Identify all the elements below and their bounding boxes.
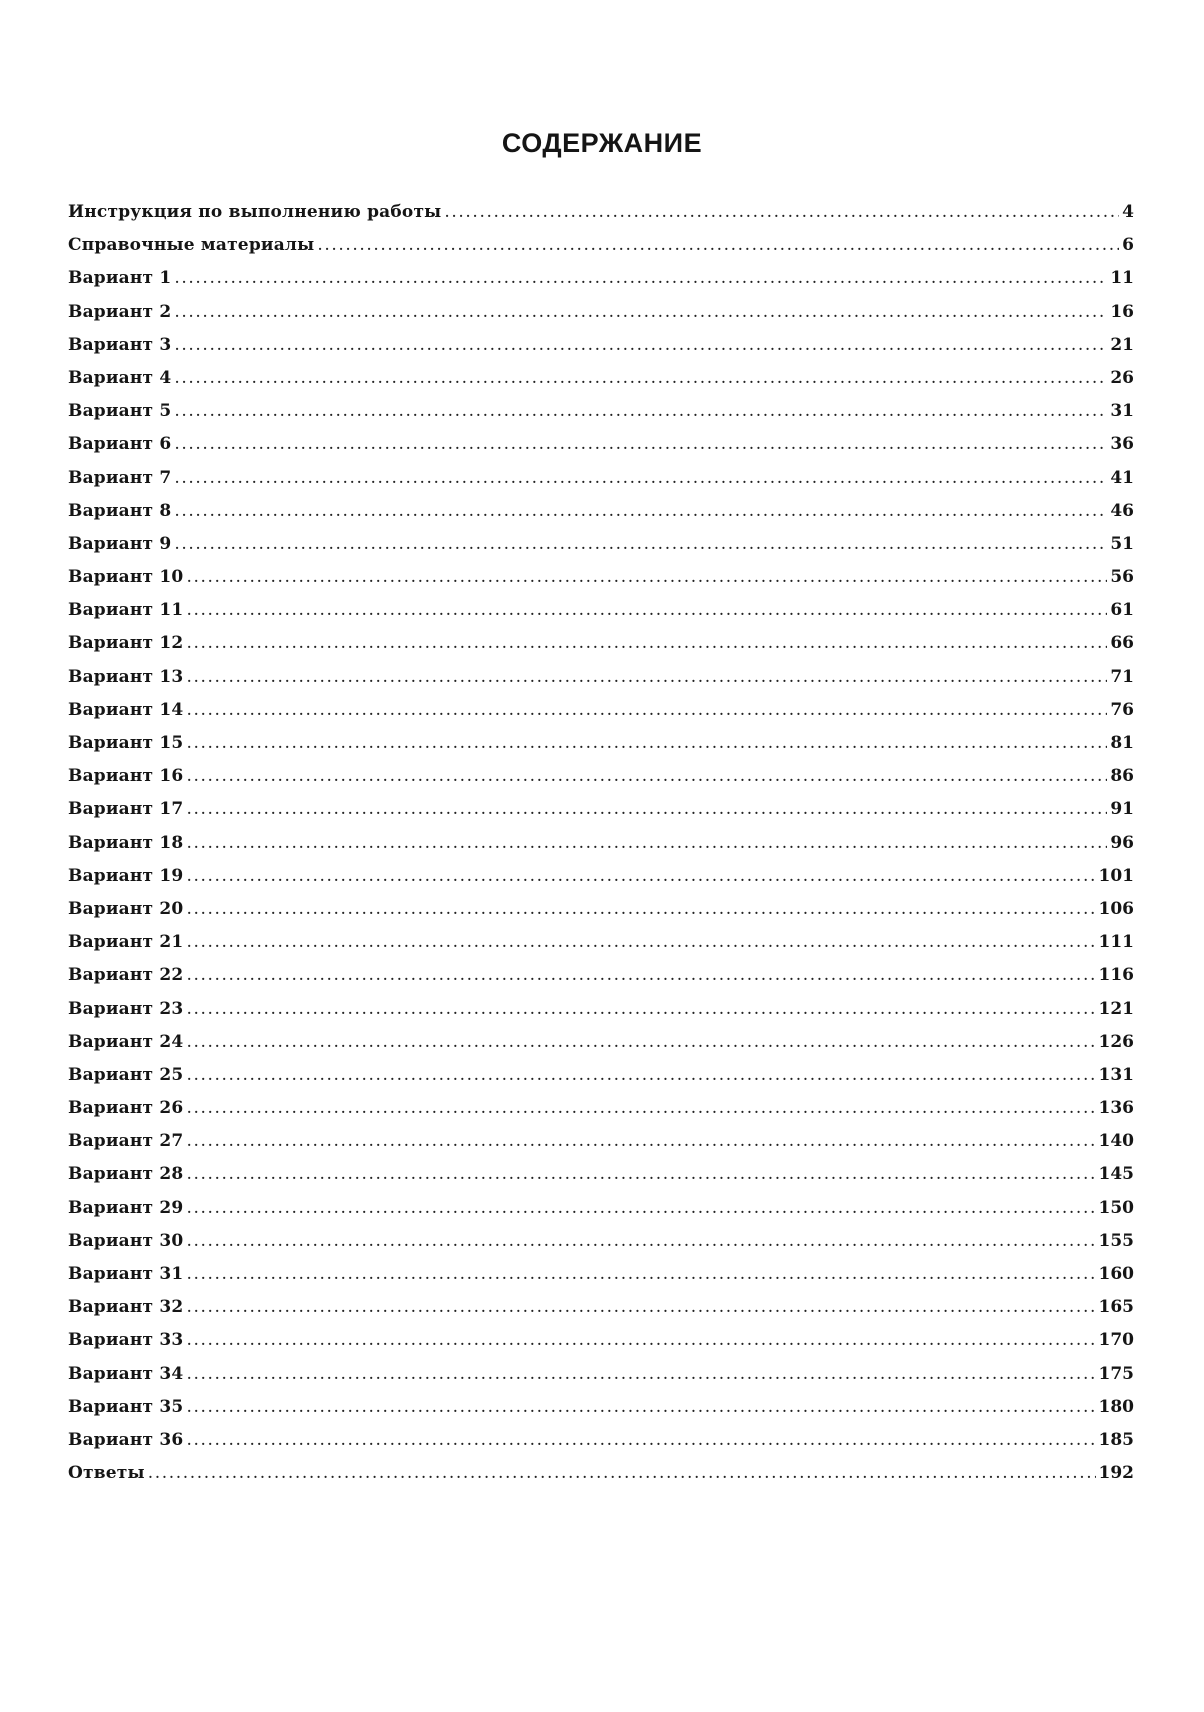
- dot-leader: [444, 202, 1119, 222]
- toc-entry: [68, 1463, 1134, 1496]
- dot-leader: [186, 1098, 1095, 1118]
- toc-entry-label: Вариант 25: [68, 1064, 184, 1085]
- toc-entry: [68, 1131, 1134, 1164]
- toc-entry-page-number: 150: [1098, 1197, 1134, 1218]
- toc-entry: [68, 932, 1134, 965]
- dot-leader: [186, 567, 1107, 587]
- toc-entry-label: Вариант 8: [68, 500, 172, 521]
- toc-entry-page-number: 76: [1110, 699, 1134, 720]
- dot-leader: [186, 667, 1107, 687]
- toc-entry: [68, 1198, 1134, 1231]
- dot-leader: [186, 1198, 1095, 1218]
- toc-entry: [68, 1231, 1134, 1264]
- dot-leader: [186, 633, 1107, 653]
- toc-entry-label: Вариант 3: [68, 334, 172, 355]
- toc-entry: [68, 235, 1134, 268]
- toc-entry-page-number: 136: [1098, 1098, 1134, 1119]
- toc-entry-page-number: 56: [1110, 567, 1134, 588]
- toc-entry-page-number: 145: [1098, 1164, 1134, 1185]
- toc-entry-label: Вариант 30: [68, 1230, 184, 1251]
- toc-entry: [68, 1297, 1134, 1330]
- dot-leader: [186, 1131, 1095, 1151]
- toc-entry-page-number: 21: [1110, 334, 1134, 355]
- toc-entry: [68, 335, 1134, 368]
- toc-entry-label: Вариант 33: [68, 1330, 184, 1351]
- toc-entry-page-number: 66: [1110, 633, 1134, 654]
- toc-entry-page-number: 111: [1098, 932, 1134, 953]
- toc-entry-page-number: 96: [1110, 832, 1134, 853]
- dot-leader: [186, 1032, 1095, 1052]
- toc-entry-page-number: 121: [1098, 998, 1134, 1019]
- toc-entry: [68, 268, 1134, 301]
- toc-entry-label: Ответы: [68, 1463, 145, 1484]
- dot-leader: [186, 1231, 1095, 1251]
- toc-entry: [68, 1164, 1134, 1197]
- dot-leader: [186, 866, 1095, 886]
- toc-entry: [68, 302, 1134, 335]
- toc-entry-page-number: 140: [1098, 1131, 1134, 1152]
- toc-entry-label: Вариант 29: [68, 1197, 184, 1218]
- dot-leader: [174, 268, 1107, 288]
- toc-entry-label: Вариант 31: [68, 1264, 184, 1284]
- toc-entry-label: Вариант 1: [68, 268, 172, 289]
- toc-entry: [68, 1364, 1134, 1397]
- toc-entry-label: Вариант 27: [68, 1131, 184, 1152]
- dot-leader: [186, 766, 1107, 786]
- dot-leader: [186, 932, 1095, 952]
- toc-entry-label: Вариант 35: [68, 1396, 184, 1417]
- toc-entry: [68, 1264, 1134, 1297]
- dot-leader: [148, 1463, 1096, 1483]
- dot-leader: [174, 335, 1107, 355]
- toc-entry: [68, 567, 1134, 600]
- toc-entry: [68, 434, 1134, 467]
- toc-entry: [68, 401, 1134, 434]
- toc-entry-page-number: 101: [1098, 865, 1134, 886]
- toc-entry: [68, 799, 1134, 832]
- toc-entry: [68, 1098, 1134, 1131]
- dot-leader: [174, 501, 1107, 521]
- dot-leader: [174, 302, 1107, 322]
- dot-leader: [186, 899, 1095, 919]
- dot-leader: [174, 368, 1107, 388]
- toc-entry-page-number: 170: [1098, 1330, 1134, 1351]
- dot-leader: [186, 1297, 1095, 1317]
- dot-leader: [174, 534, 1107, 554]
- dot-leader: [186, 700, 1107, 720]
- toc-entry-page-number: 180: [1098, 1396, 1134, 1417]
- dot-leader: [317, 235, 1119, 255]
- dot-leader: [186, 833, 1107, 853]
- toc-entry: [68, 965, 1134, 998]
- toc-entry: [68, 600, 1134, 633]
- dot-leader: [174, 434, 1107, 454]
- toc-entry-page-number: 106: [1098, 898, 1134, 919]
- toc-entry-label: Вариант 23: [68, 998, 184, 1019]
- toc-entry-page-number: 6: [1122, 235, 1134, 256]
- toc-entry-label: Инструкция по выполнению работы: [68, 202, 442, 222]
- toc-entry-label: Вариант 34: [68, 1363, 184, 1384]
- toc-entry-page-number: 116: [1098, 965, 1134, 986]
- toc-entry-page-number: 175: [1098, 1363, 1134, 1384]
- toc-entry-page-number: 31: [1110, 401, 1134, 422]
- toc-entry-page-number: 81: [1110, 733, 1134, 753]
- toc-entry-label: Вариант 17: [68, 799, 184, 820]
- toc-entry: [68, 667, 1134, 700]
- dot-leader: [186, 1364, 1095, 1384]
- toc-entry-page-number: 160: [1098, 1264, 1134, 1284]
- toc-entry-page-number: 91: [1110, 799, 1134, 820]
- toc-entry: [68, 733, 1134, 766]
- toc-entry-label: Вариант 24: [68, 1031, 184, 1052]
- toc-entry-label: Вариант 15: [68, 733, 184, 753]
- page-title: СОДЕРЖАНИЕ: [501, 128, 703, 158]
- toc-entry-page-number: 71: [1110, 666, 1134, 687]
- toc-entry-page-number: 11: [1110, 268, 1134, 289]
- dot-leader: [186, 965, 1095, 985]
- toc-entry-page-number: 51: [1110, 533, 1134, 554]
- toc-entry-label: Вариант 20: [68, 898, 184, 919]
- toc-entry: [68, 999, 1134, 1032]
- toc-entry-label: Вариант 12: [68, 633, 184, 654]
- toc-entry: [68, 1397, 1134, 1430]
- toc-entry-label: Вариант 13: [68, 666, 184, 687]
- toc-entry: [68, 1330, 1134, 1363]
- dot-leader: [186, 1264, 1095, 1284]
- toc-entry-label: Вариант 7: [68, 467, 172, 488]
- toc-entry-page-number: 165: [1098, 1297, 1134, 1318]
- dot-leader: [186, 799, 1107, 819]
- toc-entry-label: Вариант 18: [68, 832, 184, 853]
- toc-entry: [68, 766, 1134, 799]
- toc-entry: [68, 534, 1134, 567]
- dot-leader: [186, 600, 1107, 620]
- dot-leader: [174, 401, 1107, 421]
- toc-entry-page-number: 41: [1110, 467, 1134, 488]
- toc-entry: [68, 1032, 1134, 1065]
- dot-leader: [186, 1164, 1095, 1184]
- toc-entry-label: Вариант 5: [68, 401, 172, 422]
- toc-entry-label: Вариант 6: [68, 434, 172, 455]
- toc-entry-label: Вариант 2: [68, 301, 172, 322]
- toc-entry-page-number: 46: [1110, 500, 1134, 521]
- toc-entry: [68, 202, 1134, 235]
- toc-entry-page-number: 155: [1098, 1230, 1134, 1251]
- dot-leader: [174, 468, 1107, 488]
- toc-entry-label: Вариант 19: [68, 865, 184, 886]
- toc-entry-page-number: 131: [1098, 1064, 1134, 1085]
- toc-entry-label: Вариант 4: [68, 367, 172, 388]
- toc-entry-page-number: 26: [1110, 367, 1134, 388]
- toc-entry-label: Вариант 32: [68, 1297, 184, 1318]
- table-of-contents: [68, 202, 1134, 1496]
- toc-entry-label: Вариант 16: [68, 766, 184, 787]
- toc-entry: [68, 1430, 1134, 1463]
- toc-entry-label: Вариант 9: [68, 533, 172, 554]
- toc-entry-label: Вариант 36: [68, 1429, 184, 1450]
- toc-entry-label: Вариант 10: [68, 567, 184, 588]
- toc-entry: [68, 899, 1134, 932]
- toc-entry: [68, 368, 1134, 401]
- toc-entry: [68, 1065, 1134, 1098]
- toc-entry-label: Вариант 22: [68, 965, 184, 986]
- dot-leader: [186, 999, 1095, 1019]
- toc-entry-page-number: 16: [1110, 301, 1134, 322]
- toc-entry-label: Вариант 14: [68, 699, 184, 720]
- dot-leader: [186, 1330, 1095, 1350]
- toc-entry: [68, 468, 1134, 501]
- toc-entry: [68, 501, 1134, 534]
- toc-entry-page-number: 185: [1098, 1429, 1134, 1450]
- toc-entry-label: Вариант 21: [68, 932, 184, 953]
- toc-entry-label: Вариант 28: [68, 1164, 184, 1185]
- dot-leader: [186, 733, 1107, 753]
- toc-entry: [68, 833, 1134, 866]
- toc-entry-page-number: 36: [1110, 434, 1134, 455]
- dot-leader: [186, 1065, 1095, 1085]
- dot-leader: [186, 1397, 1095, 1417]
- toc-entry-label: Вариант 11: [68, 600, 184, 621]
- toc-entry-page-number: 126: [1098, 1031, 1134, 1052]
- toc-entry: [68, 700, 1134, 733]
- toc-entry-page-number: 86: [1110, 766, 1134, 787]
- toc-entry-page-number: 192: [1098, 1463, 1134, 1484]
- toc-entry: [68, 633, 1134, 666]
- toc-entry-page-number: 4: [1122, 202, 1134, 222]
- toc-entry-label: Справочные материалы: [68, 235, 315, 256]
- toc-entry: [68, 866, 1134, 899]
- dot-leader: [186, 1430, 1095, 1450]
- toc-entry-page-number: 61: [1110, 600, 1134, 621]
- toc-entry-label: Вариант 26: [68, 1098, 184, 1119]
